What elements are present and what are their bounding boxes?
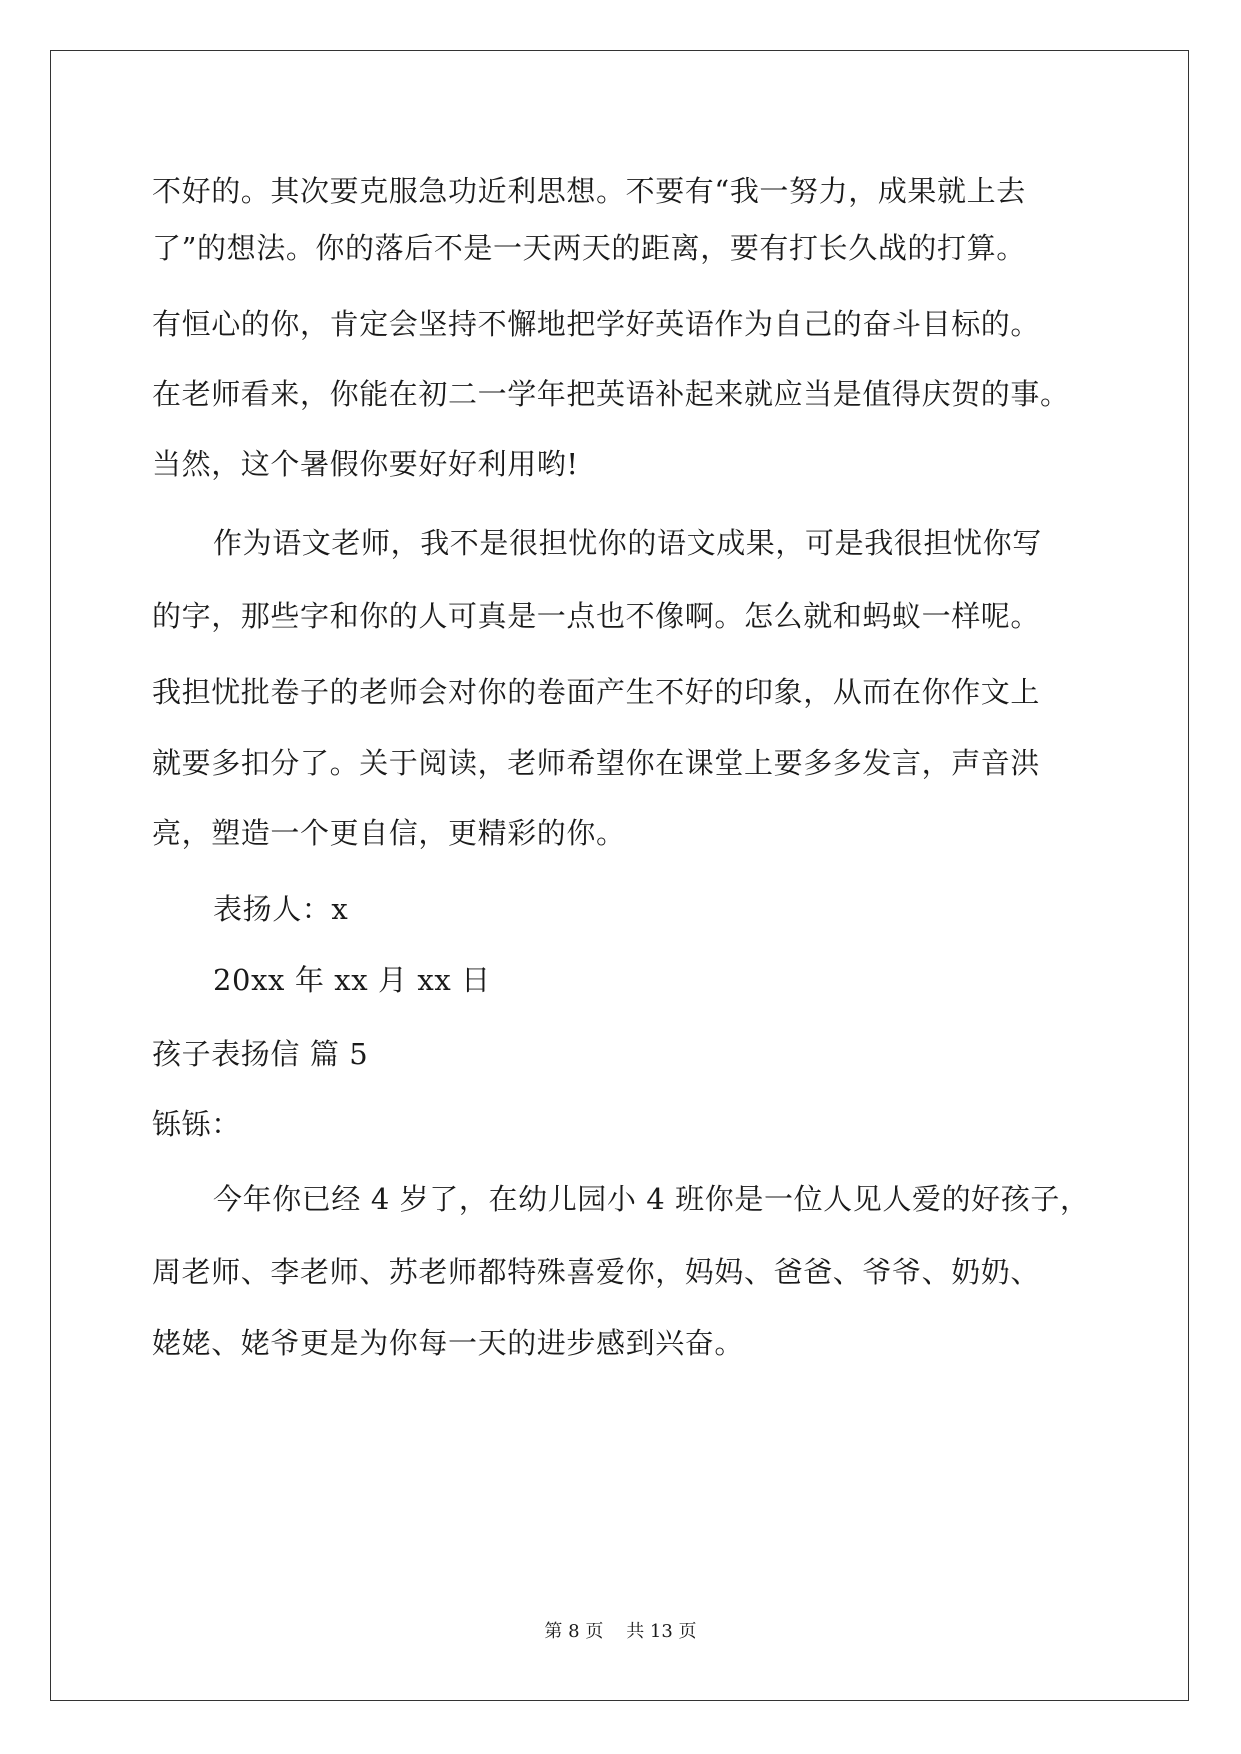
body-text-line: 当然，这个暑假你要好好利用哟! (152, 447, 579, 481)
body-text-line: 的字，那些字和你的人可真是一点也不像啊。怎么就和蚂蚁一样呢。 (152, 599, 1041, 633)
body-text-line: 了”的想法。你的落后不是一天两天的距离，要有打长久战的打算。 (152, 231, 1026, 265)
page-border (50, 50, 1189, 1701)
body-text-line: 今年你已经 4 岁了，在幼儿园小 4 班你是一位人见人爱的好孩子， (213, 1182, 1090, 1216)
body-text-line: 在老师看来，你能在初二一学年把英语补起来就应当是值得庆贺的事。 (152, 377, 1070, 411)
date-line: 20xx 年 xx 月 xx 日 (213, 963, 491, 997)
body-text-line: 有恒心的你，肯定会坚持不懈地把学好英语作为自己的奋斗目标的。 (152, 307, 1041, 341)
body-text-line: 我担忧批卷子的老师会对你的卷面产生不好的印象，从而在你作文上 (152, 675, 1041, 709)
body-text-line: 周老师、李老师、苏老师都特殊喜爱你，妈妈、爸爸、爷爷、奶奶、 (152, 1255, 1041, 1289)
body-text-line: 不好的。其次要克服急功近利思想。不要有“我一努力，成果就上去 (152, 174, 1026, 208)
body-text-line: 就要多扣分了。关于阅读，老师希望你在课堂上要多多发言，声音洪 (152, 746, 1041, 780)
body-text-line: 亮，塑造一个更自信，更精彩的你。 (152, 816, 626, 850)
body-text-line: 作为语文老师，我不是很担忧你的语文成果，可是我很担忧你写 (213, 526, 1042, 560)
page-number-footer: 第 8 页 共 13 页 (544, 1621, 697, 1642)
body-text-line: 姥姥、姥爷更是为你每一天的进步感到兴奋。 (152, 1326, 745, 1360)
salutation-line: 铄铄： (152, 1107, 241, 1141)
signature-line: 表扬人：x (213, 892, 349, 926)
section-heading: 孩子表扬信 篇 5 (152, 1037, 369, 1071)
